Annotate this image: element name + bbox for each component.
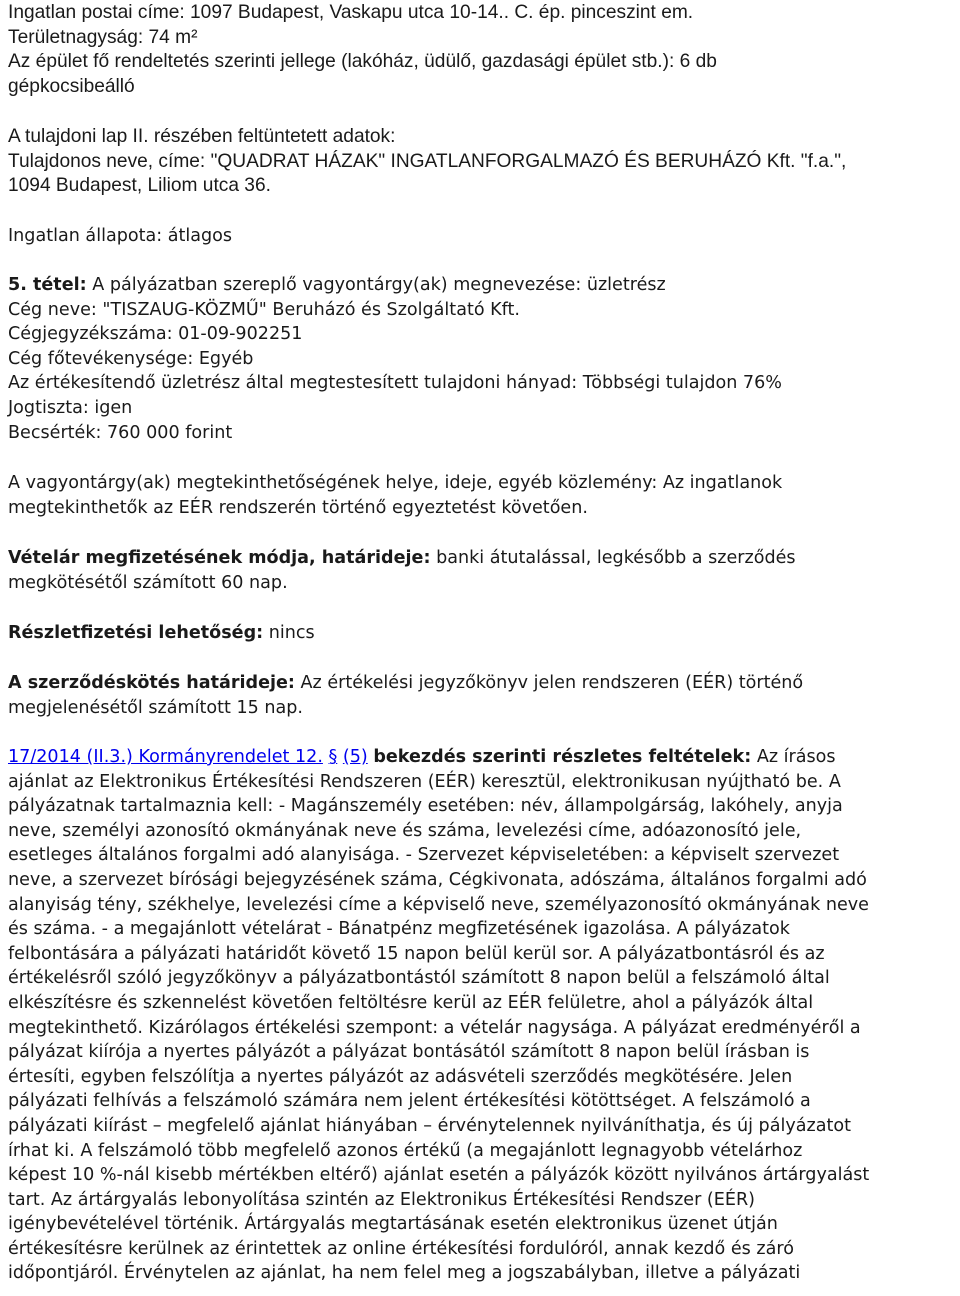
property-info <box>8 1 956 99</box>
address-value: 1097 Budapest, Vaskapu utca 10-14.. C. ép. pinceszint em. <box>190 2 694 23</box>
conditions-line: pályázatnak tartalmaznia kell: - Magánszemély esetében: név, állampolgárság, lakóhely, anyja <box>8 796 843 817</box>
conditions-line: alanyiság tény, székhelye, levelezési címe a képviselő neve, személyazonosító okmányának neve <box>8 894 869 915</box>
conditions-line: neve, személyi azonosító okmányának neve és száma, levelezési címe, adóazonosító jele, <box>8 820 802 841</box>
section-link[interactable]: § <box>328 747 338 767</box>
item-5-number: 5. tétel: <box>8 275 87 295</box>
conditions-line: értékesítésre kerülnek az érintettek az online értékesítési fordulóról, annak kezdő és záró <box>8 1238 794 1259</box>
condition-text: Ingatlan állapota: átlagos <box>8 226 233 246</box>
decree-link[interactable]: 17/2014 (II.3.) Kormányrendelet 12. <box>8 747 323 767</box>
item-5-name: A pályázatban szereplő vagyontárgy(ak) megnevezése: üzletrész <box>92 275 666 295</box>
valuation: Becsérték: 760 000 forint <box>8 422 233 443</box>
conditions-line: elkészítésre és szkennelést követően feltöltésre kerül az EÉR felületre, ahol a pályázók által <box>8 992 814 1013</box>
contract-deadline <box>8 671 956 720</box>
conditions-line: pályázat kiírója a nyertes pályázót a pályázat bontásától számított 8 napon belül írásban is <box>8 1042 810 1063</box>
owner-address: 1094 Budapest, Liliom utca 36. <box>8 175 271 197</box>
conditions-line: időpontjáról. Érvénytelen az ajánlat, ha nem felel meg a jogszabályban, illetve a pályázati <box>8 1263 801 1284</box>
item-5-name-line <box>8 273 954 298</box>
installment-label: Részletfizetési lehetőség: <box>8 623 264 643</box>
item-5 <box>8 273 956 445</box>
title-deed-intro: A tulajdoni lap II. részében feltüntetett adatok: <box>8 126 396 147</box>
function-value-cont: gépkocsibeálló <box>8 75 135 97</box>
company-reg-number: Cégjegyzékszáma: 01-09-902251 <box>8 324 303 345</box>
owner-line <box>8 150 954 175</box>
detailed-conditions <box>8 745 956 1286</box>
conditions-line: igénybevételével történik. Ártárgyalás megtartásának esetén elektronikus üzenet útján <box>8 1214 778 1235</box>
conditions-first-line <box>8 745 954 770</box>
owner-label: Tulajdonos neve, címe: <box>8 150 206 172</box>
area-line <box>8 26 954 51</box>
conditions-line: tart. Az ártárgyalás lebonyolítása szintén az Elektronikus Értékesítési Rendszer (EÉR) <box>8 1189 755 1210</box>
installment-value: nincs <box>268 623 315 643</box>
title-deed <box>8 125 956 199</box>
paragraph-link[interactable]: (5) <box>342 747 368 767</box>
contract-label: A szerződéskötés határideje: <box>8 673 295 693</box>
conditions-line: pályázati kiírást – megfelelő ajánlat hiányában – érvénytelennek nyilváníthatja, és új pályázatot <box>8 1115 851 1136</box>
conditions-line: és száma. - a megajánlott vételárat - Bánatpénz megfizetésének igazolása. A pályázatok <box>8 919 790 940</box>
installment-line <box>8 621 954 646</box>
conditions-line: felbontására a pályázati határidőt követő 15 napon belül kerül sor. A pályázatbontásról és az <box>8 943 825 964</box>
address-label: Ingatlan postai címe: <box>8 2 185 23</box>
conditions-label: bekezdés szerinti részletes feltételek: <box>373 747 752 767</box>
conditions-line: ajánlat az Elektronikus Értékesítési Rendszeren (EÉR) keresztül, elektronikusan nyújtható be. A <box>8 771 841 792</box>
clear-title: Jogtiszta: igen <box>8 397 133 418</box>
area-value: 74 m² <box>148 26 198 48</box>
conditions-line: képest 10 %-nál kisebb mértékben eltérő) ajánlat esetén a pályázók között nyilvános ártárgyalást <box>8 1165 870 1186</box>
inspection-line-1: A vagyontárgy(ak) megtekinthetőségének helye, ideje, egyéb közlemény: Az ingatlanok <box>8 473 783 493</box>
installment-info <box>8 621 956 646</box>
contract-text-2: megjelenésétől számított 15 nap. <box>8 697 303 718</box>
conditions-line: esetleges általános forgalmi adó alanyisága. - Szervezet képviseletében: a képviselt szervezet <box>8 845 840 866</box>
payment-text-1: banki átutalással, legkésőbb a szerződés <box>436 548 796 568</box>
address-line <box>8 1 954 26</box>
conditions-line: Az írásos <box>756 747 836 767</box>
payment-label: Vételár megfizetésének módja, határideje: <box>8 548 431 568</box>
payment-text-2: megkötésétől számított 60 nap. <box>8 572 288 593</box>
area-label: Területnagyság: <box>8 26 144 48</box>
payment-line-1 <box>8 546 954 571</box>
company-name: Cég neve: "TISZAUG-KÖZMŰ" Beruházó és Szolgáltató Kft. <box>8 299 521 320</box>
inspection-line-2: megtekinthetők az EÉR rendszerén történő egyeztetést követően. <box>8 497 588 518</box>
company-main-activity: Cég főtevékenysége: Egyéb <box>8 348 254 369</box>
ownership-share: Az értékesítendő üzletrész által megtestesített tulajdoni hányad: Többségi tulajdon 76% <box>8 373 782 394</box>
inspection-info <box>8 471 956 520</box>
function-value: 6 db <box>679 51 717 73</box>
contract-text-1: Az értékelési jegyzőkönyv jelen rendszeren (EÉR) történő <box>300 673 804 693</box>
conditions-line: értesíti, egyben felszólítja a nyertes pályázót az adásvételi szerződés megkötésére. Jelen <box>8 1066 793 1087</box>
contract-line-1 <box>8 671 954 696</box>
owner-value: "QUADRAT HÁZAK" INGATLANFORGALMAZÓ ÉS BERUHÁZÓ Kft. "f.a.", <box>210 150 847 172</box>
conditions-line: megtekinthető. Kizárólagos értékelési szempont: a vételár nagysága. A pályázat eredményéről a <box>8 1017 861 1038</box>
conditions-line: írhat ki. A felszámoló több megfelelő azonos értékű (a megajánlott legnagyobb vételárhoz <box>8 1140 803 1161</box>
payment-terms <box>8 546 956 595</box>
conditions-line: értékelésről szóló jegyzőkönyv a pályázatbontástól számított 8 napon belül a felszámoló által <box>8 968 830 989</box>
condition <box>8 224 956 249</box>
function-line <box>8 50 954 75</box>
conditions-line: pályázati felhívás a felszámoló számára nem jelent értékesítési kötöttséget. A felszámoló a <box>8 1091 811 1112</box>
conditions-line: neve, a szervezet bírósági bejegyzésének száma, Cégkivonata, adószáma, általános forgalmi adó <box>8 869 867 890</box>
function-label: Az épület fő rendeltetés szerinti jellege (lakóház, üdülő, gazdasági épület stb.): <box>8 51 675 73</box>
